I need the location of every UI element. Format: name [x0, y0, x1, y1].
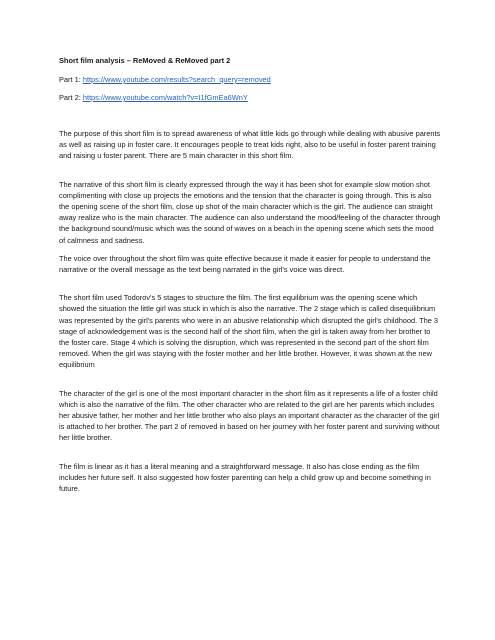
paragraph-narrative: The narrative of this short film is clearly expressed through the way it has been shot for example slow motion shot complimenting with close up projects the emotions and the tension that the character is going through. This is also the opening scene of the short film, close up shot of the main character which is the girl. The audience can straight away realize who is the main character. The audience can also understand the mood/feeling of the character through the background sound/music which was the sound of waves on a beach in the opening scene which sets the mood of calmness and sadness.	[59, 179, 441, 245]
part-2-line	[59, 93, 441, 103]
paragraph-character: The character of the girl is one of the most important character in the short film as it represents a life of a foster child which is also the narrative of the film. The other character who are related to the girl are her parents which includes her abusive father, her mother and her little brother who also plays an important character as the character of the girl is attached to her brother. The part 2 of removed in based on her journey with her foster parent and surviving without her little brother.	[59, 388, 440, 443]
document-title: Short film analysis – ReMoved & ReMoved part 2	[59, 56, 231, 65]
part-1-link[interactable]: https://www.youtube.com/results?search_query=removed	[82, 75, 271, 84]
part-2-link[interactable]: https://www.youtube.com/watch?v=I1fGmEa6WnY	[82, 93, 248, 102]
part-1-label: Part 1:	[59, 75, 83, 84]
paragraph-purpose: The purpose of this short film is to spread awareness of what little kids go through while dealing with abusive parents as well as raising up in foster care. It encourages people to treat kids right, also to be useful in foster parent training and raising u foster parent. There are 5 main character in this short film.	[59, 129, 441, 161]
part-2-label: Part 2:	[59, 93, 83, 102]
part-1-line	[59, 75, 441, 85]
paragraph-linear: The film is linear as it has a literal meaning and a straightforward message. It also has close ending as the film includes her future self. It also suggested how foster parenting can help a child grow up and become something in future.	[59, 461, 431, 494]
paragraph-todorov: The short film used Todorov's 5 stages to structure the film. The first equilibrium was the opening scene which showed the situation the little girl was stuck in which is also the narrative. The 2 stage which is called disequilibrium was represented by the girl's parents who were in an abusive relationship which disrupted the girl's childhood. The 3 stage of acknowledgement was is the second half of the short film, when the girl is taken away from her brother to the foster care. Stage 4 which is solving the disruption, which was represented in the second part of the short film removed. When the girl was staying with the foster mother and her little brother. However, it was shown at the new equilibrium	[59, 293, 439, 370]
paragraph-voice-over: The voice over throughout the short film was quite effective because it made it easier for people to understand the narrative or the overall message as the text being narrated in the girl's voice was direct.	[59, 253, 431, 275]
